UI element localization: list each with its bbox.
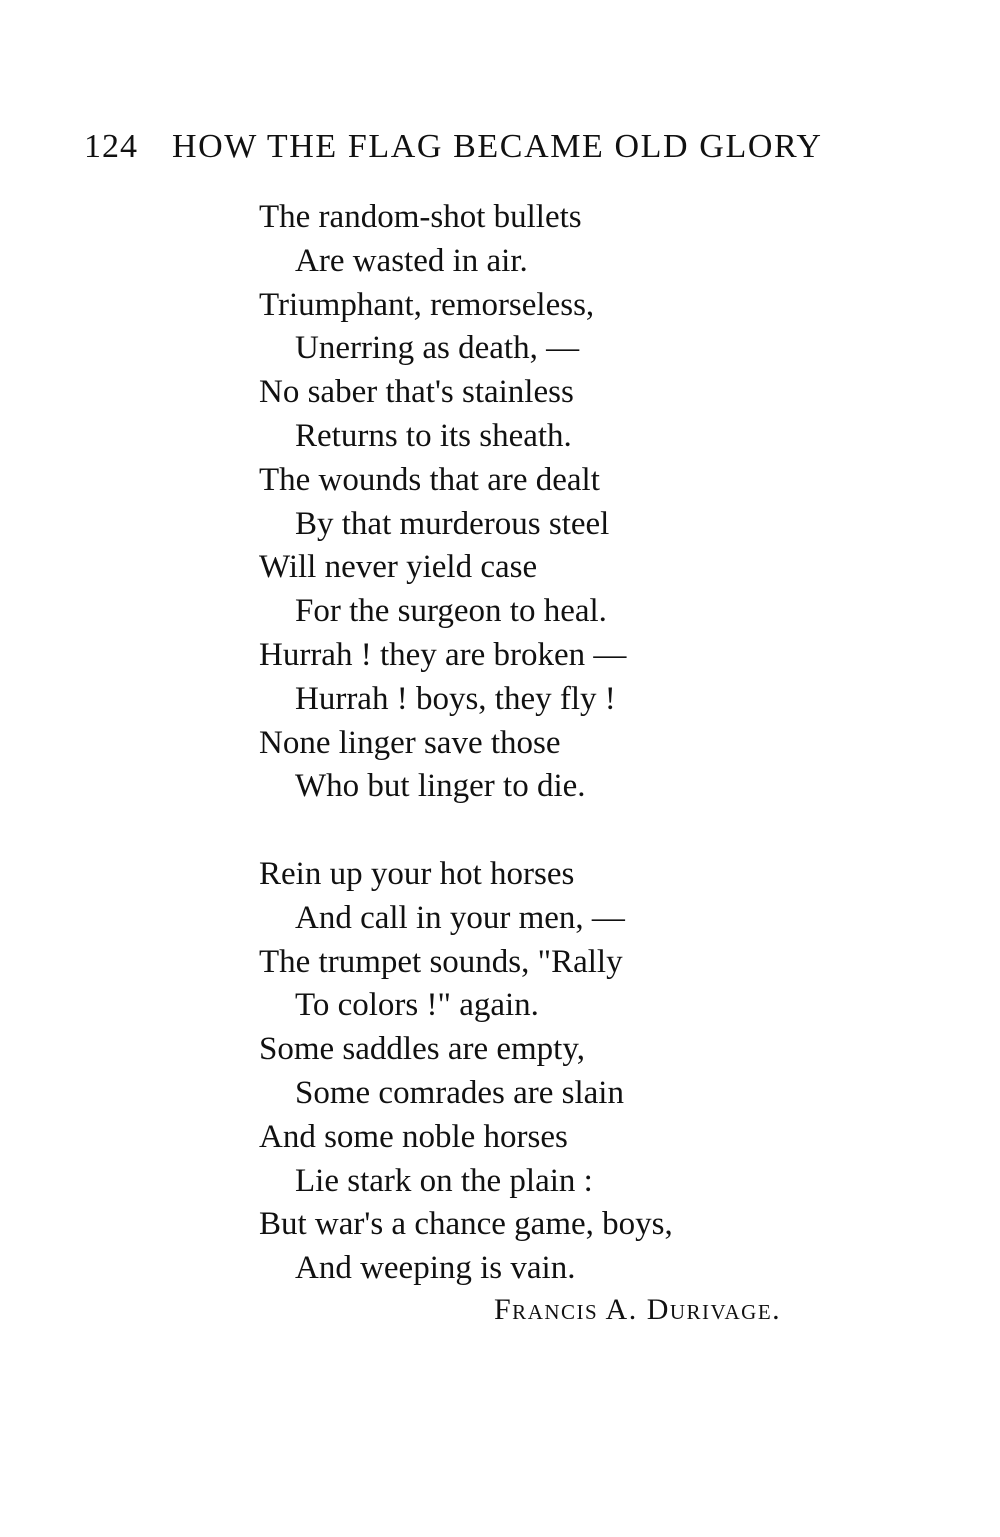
poem-line: The random-shot bullets: [259, 199, 582, 235]
poem: [259, 196, 899, 1291]
poem-line: The trumpet sounds, "Rally: [259, 943, 623, 980]
poem-line: Will never yield case: [259, 549, 538, 586]
poem-attribution: Francis A. Durivage.: [494, 1293, 782, 1326]
poem-line: No saber that's stainless: [259, 374, 574, 411]
poem-line: And weeping is vain.: [295, 1250, 576, 1287]
stanza-1: [259, 196, 899, 809]
poem-line: Who but linger to die.: [295, 768, 586, 805]
poem-line: None linger save those: [259, 724, 561, 761]
poem-line: And call in your men, —: [295, 899, 625, 936]
stanza-2: [259, 853, 899, 1291]
poem-line: To colors !" again.: [295, 987, 539, 1024]
poem-line: Hurrah ! they are broken —: [259, 636, 627, 673]
poem-line: But war's a chance game, boys,: [259, 1206, 673, 1243]
poem-line: Hurrah ! boys, they fly !: [295, 680, 616, 717]
stanza-break: [259, 809, 899, 853]
poem-line: Unerring as death, —: [295, 330, 580, 367]
poem-line: Lie stark on the plain :: [295, 1162, 593, 1199]
poem-line: And some noble horses: [259, 1118, 568, 1155]
poem-line: Some saddles are empty,: [259, 1031, 585, 1068]
poem-line: Rein up your hot horses: [259, 855, 575, 892]
poem-line: Triumphant, remorseless,: [259, 286, 595, 323]
poem-line: The wounds that are dealt: [259, 461, 600, 498]
running-header: [84, 124, 904, 170]
poem-line: Returns to its sheath.: [295, 417, 572, 454]
poem-line: For the surgeon to heal.: [295, 593, 607, 630]
poem-line: Some comrades are slain: [295, 1074, 624, 1111]
running-title: HOW THE FLAG BECAME OLD GLORY: [172, 128, 823, 165]
poem-line: By that murderous steel: [295, 505, 610, 542]
page-number: 124: [84, 128, 138, 165]
poem-line: Are wasted in air.: [295, 242, 528, 279]
